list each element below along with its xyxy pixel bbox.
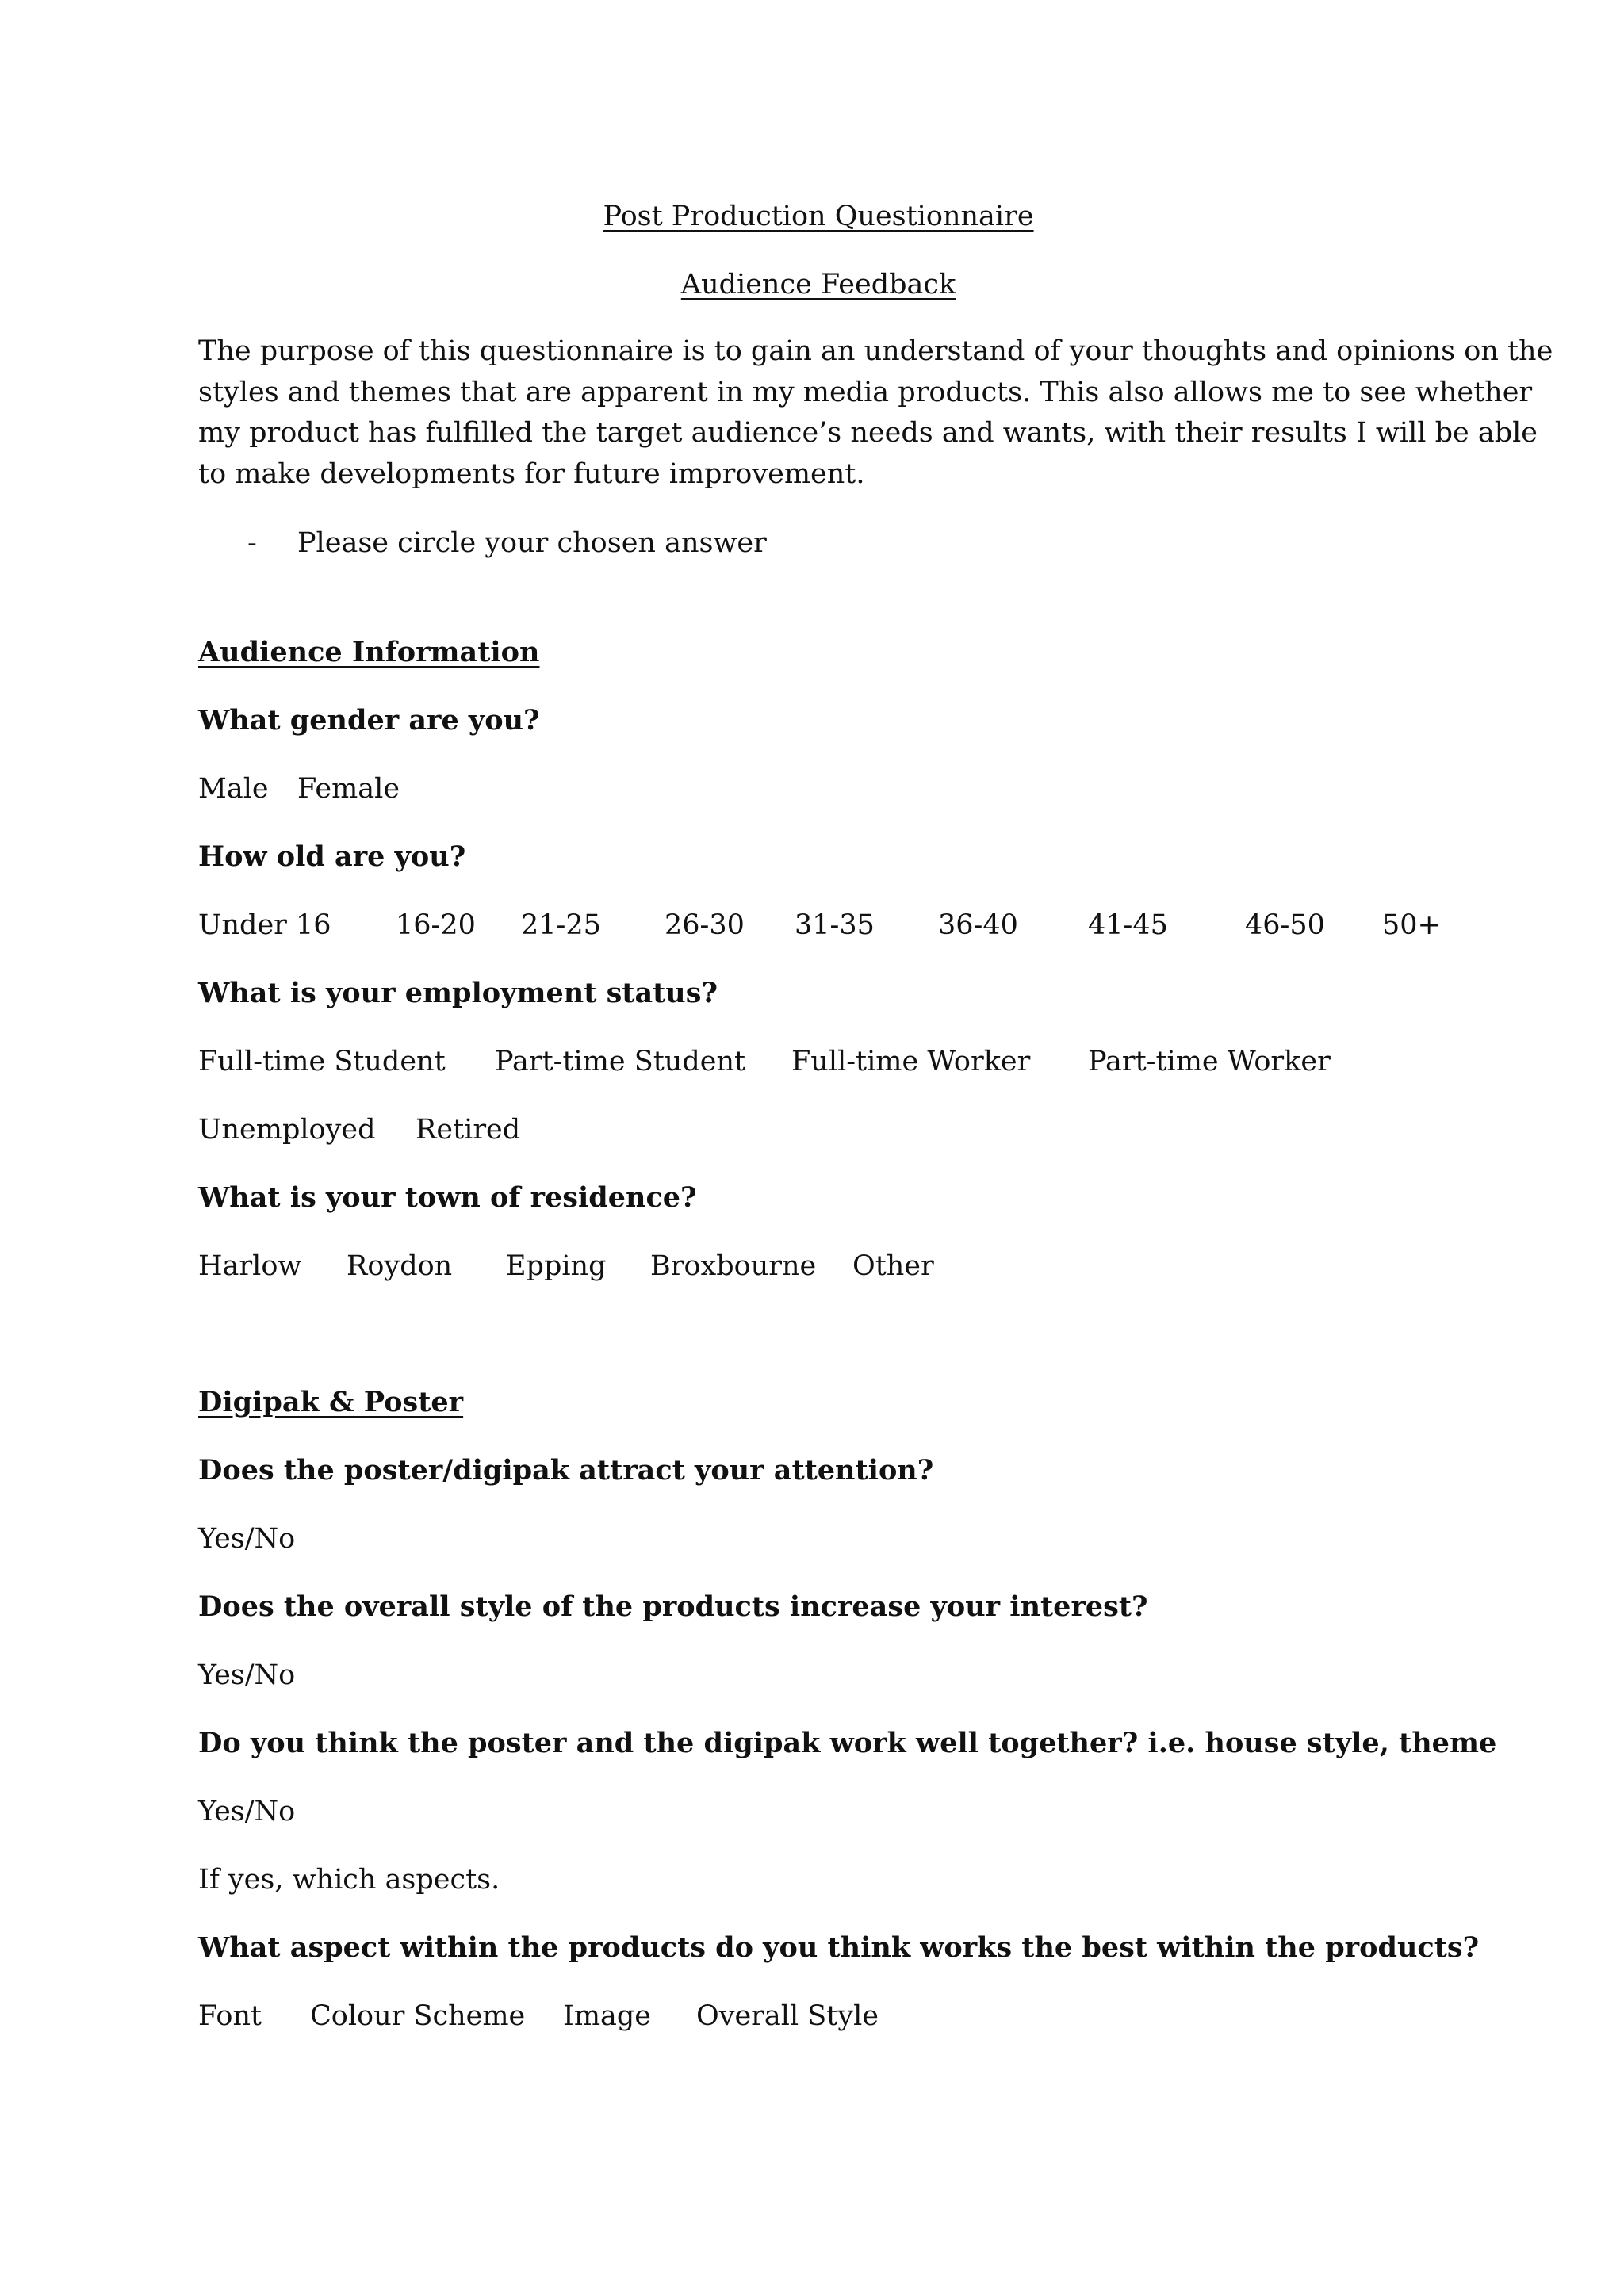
option-town-other[interactable]: Other <box>852 1250 934 1282</box>
option-image[interactable]: Image <box>563 2000 651 2032</box>
option-age-36-40[interactable]: 36-40 <box>938 909 1018 941</box>
question-best-aspect: What aspect within the products do you think works the best within the products? <box>198 1931 1480 1964</box>
option-age-21-25[interactable]: 21-25 <box>521 909 601 941</box>
option-town-harlow[interactable]: Harlow <box>198 1250 302 1282</box>
question-age: How old are you? <box>198 840 466 873</box>
question-gender: What gender are you? <box>198 704 540 737</box>
option-town-epping[interactable]: Epping <box>506 1250 607 1282</box>
option-age-under16[interactable]: Under 16 <box>198 909 331 941</box>
answer-yes-no[interactable]: Yes/No <box>198 1796 296 1827</box>
intro-line: to make developments for future improvement. <box>198 457 865 490</box>
answer-yes-no[interactable]: Yes/No <box>198 1659 296 1691</box>
option-male[interactable]: Male <box>198 773 269 805</box>
question-overall-style: Does the overall style of the products increase your interest? <box>198 1590 1148 1623</box>
option-overall-style[interactable]: Overall Style <box>696 2000 879 2032</box>
option-age-46-50[interactable]: 46-50 <box>1245 909 1325 941</box>
option-age-41-45[interactable]: 41-45 <box>1088 909 1168 941</box>
option-female[interactable]: Female <box>297 773 400 805</box>
option-age-50plus[interactable]: 50+ <box>1382 909 1441 941</box>
option-town-broxbourne[interactable]: Broxbourne <box>650 1250 817 1282</box>
option-colour-scheme[interactable]: Colour Scheme <box>310 2000 526 2032</box>
option-age-16-20[interactable]: 16-20 <box>396 909 476 941</box>
intro-line: styles and themes that are apparent in my media products. This also allows me to see whether <box>198 376 1533 408</box>
section-heading-audience: Audience Information <box>198 636 540 668</box>
question-employment: What is your employment status? <box>198 977 718 1009</box>
question-town: What is your town of residence? <box>198 1181 697 1214</box>
option-font[interactable]: Font <box>198 2000 262 2032</box>
intro-paragraph <box>198 331 1553 495</box>
option-unemployed[interactable]: Unemployed <box>198 1114 376 1146</box>
option-town-roydon[interactable]: Roydon <box>347 1250 453 1282</box>
document-subtitle: Audience Feedback <box>680 269 956 300</box>
answer-yes-no[interactable]: Yes/No <box>198 1523 296 1555</box>
option-retired[interactable]: Retired <box>416 1114 521 1146</box>
question-attract-attention: Does the poster/digipak attract your attention? <box>198 1454 934 1487</box>
question-work-together: Do you think the poster and the digipak work well together? i.e. house style, theme <box>198 1727 1497 1759</box>
instruction-text: Please circle your chosen answer <box>297 527 767 559</box>
followup-which-aspects: If yes, which aspects. <box>198 1864 500 1896</box>
option-age-26-30[interactable]: 26-30 <box>665 909 745 941</box>
option-fulltime-worker[interactable]: Full-time Worker <box>791 1046 1031 1077</box>
option-parttime-worker[interactable]: Part-time Worker <box>1088 1046 1331 1077</box>
document-title: Post Production Questionnaire <box>603 201 1034 232</box>
section-heading-digipak: Digipak & Poster <box>198 1386 464 1418</box>
instruction-bullet: - <box>247 527 257 559</box>
intro-line: The purpose of this questionnaire is to gain an understand of your thoughts and opinions on the <box>198 335 1553 367</box>
intro-line: my product has fulfilled the target audience’s needs and wants, with their results I will be able <box>198 417 1538 449</box>
option-fulltime-student[interactable]: Full-time Student <box>198 1046 446 1077</box>
option-parttime-student[interactable]: Part-time Student <box>495 1046 746 1077</box>
option-age-31-35[interactable]: 31-35 <box>795 909 875 941</box>
